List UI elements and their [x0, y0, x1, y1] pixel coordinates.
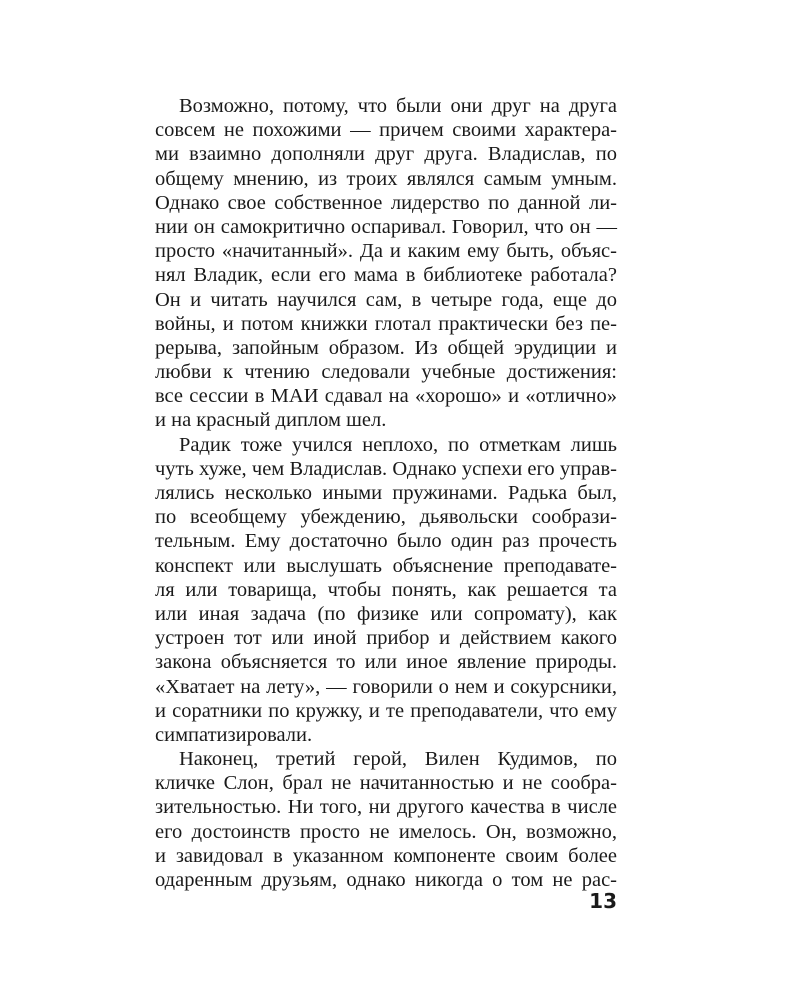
text-line: ля или товарища, чтобы понять, как решается та — [155, 578, 617, 601]
text-line: Радик тоже учился неплохо, по отметкам лишь — [179, 433, 617, 456]
text-line: и соратники по кружку, и те преподаватели, что ему — [155, 699, 617, 722]
text-line: одаренным друзьям, однако никогда о том не рас- — [155, 869, 617, 891]
text-line: или иная задача (по физике или сопромату), как — [155, 602, 617, 625]
text-line: «Хватает на лету», — говорили о нем и сокурсники, — [155, 675, 617, 698]
text-line: нял Владик, если его мама в библиотеке работала? — [155, 264, 617, 287]
text-line: его достоинств просто не имелось. Он, возможно, — [155, 820, 617, 843]
paragraph-2 — [155, 433, 617, 747]
text-line: Однако свое собственное лидерство по данной ли- — [155, 191, 617, 214]
paragraph-3 — [155, 747, 617, 892]
text-line: все сессии в МАИ сдавал на «хорошо» и «отлично» — [155, 385, 617, 408]
text-line: симпатизировали. — [155, 723, 313, 746]
text-line: закона объясняется то или иное явление природы. — [155, 651, 617, 674]
text-line: просто «начитанный». Да и каким ему быть, объяс- — [155, 240, 617, 263]
text-line: рерыва, запойным образом. Из общей эрудиции и — [155, 336, 617, 359]
text-line: кличке Слон, брал не начитанностью и не сообра- — [155, 772, 617, 795]
text-line: нии он самокритично оспаривал. Говорил, что он — — [155, 215, 617, 238]
text-line: конспект или выслушать объяснение преподавате- — [155, 554, 617, 577]
text-line: лялись несколько иными пружинами. Радька был, — [155, 482, 617, 504]
text-line: Возможно, потому, что были они друг на друга — [179, 95, 617, 117]
text-line: войны, и потом книжки глотал практически без пе- — [155, 312, 617, 335]
text-line: любви к чтению следовали учебные достижения: — [155, 361, 617, 384]
text-line: Он и читать научился сам, в четыре года, еще до — [155, 288, 617, 311]
text-line: тельным. Ему достаточно было один раз прочесть — [155, 530, 617, 553]
text-line: общему мнению, из троих являлся самым умным. — [155, 167, 617, 190]
text-line: устроен тот или иной прибор и действием какого — [155, 627, 617, 650]
text-line: ми взаимно дополняли друг друга. Владислав, по — [155, 143, 617, 166]
text-line: совсем не похожими — причем своими характера- — [155, 119, 617, 142]
paragraph-1 — [155, 94, 617, 433]
text-line: чуть хуже, чем Владислав. Однако успехи его управ- — [155, 457, 617, 480]
text-line: и на красный диплом шел. — [155, 409, 387, 432]
text-line: по всеобщему убеждению, дьявольски сообрази- — [155, 506, 617, 529]
text-line: и завидовал в указанном компоненте своим более — [155, 844, 617, 867]
text-line: Наконец, третий герой, Вилен Кудимов, по — [179, 748, 617, 771]
book-page-text — [155, 94, 617, 892]
text-line: зительностью. Ни того, ни другого качества в числе — [155, 796, 617, 819]
page-number: 13 — [589, 889, 617, 913]
